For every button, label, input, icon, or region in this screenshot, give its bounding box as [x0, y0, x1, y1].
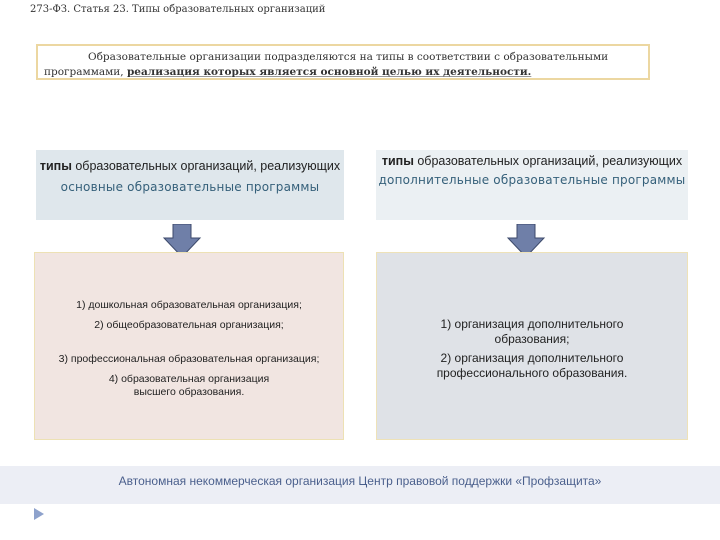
- left-header-sub: основные образовательные программы: [60, 180, 320, 194]
- intro-line-2-bold: реализация которых является основной целью их деятельности.: [126, 66, 532, 78]
- right-header-strong: типы: [381, 154, 414, 168]
- left-header-rest: образовательных организаций, реализующих: [75, 159, 341, 173]
- footer: [0, 466, 720, 504]
- list-item: 2) общеобразовательная организация;: [94, 319, 284, 331]
- intro-line-2-normal: программами,: [44, 66, 124, 78]
- footer-text: Автономная некоммерческая организация Центр правовой поддержки «Профзащита»: [118, 474, 602, 488]
- right-header-rest: образовательных организаций, реализующих: [417, 154, 683, 168]
- additional-programs-header: [376, 150, 688, 220]
- triangle-bullet-icon: [34, 508, 44, 520]
- main-programs-list: [34, 252, 344, 440]
- additional-programs-list: [376, 252, 688, 440]
- list-item: 1) организация дополнительного образования;: [440, 317, 624, 346]
- main-programs-header: [36, 150, 344, 220]
- page-title: 273-ФЗ. Статья 23. Типы образовательных организаций: [30, 4, 326, 15]
- list-item: 1) дошкольная образовательная организация;: [76, 299, 302, 311]
- right-header-sub: дополнительные образовательные программы: [378, 173, 686, 187]
- list-item: 2) организация дополнительного профессионального образования.: [436, 351, 628, 380]
- left-header-strong: типы: [39, 159, 72, 173]
- list-item: 3) профессиональная образовательная организация;: [58, 353, 320, 365]
- intro-line-1: Образовательные организации подразделяются на типы в соответствии с образовательными: [88, 51, 609, 63]
- intro-box: [36, 44, 650, 80]
- list-item: 4) образовательная организация высшего образования.: [108, 373, 270, 398]
